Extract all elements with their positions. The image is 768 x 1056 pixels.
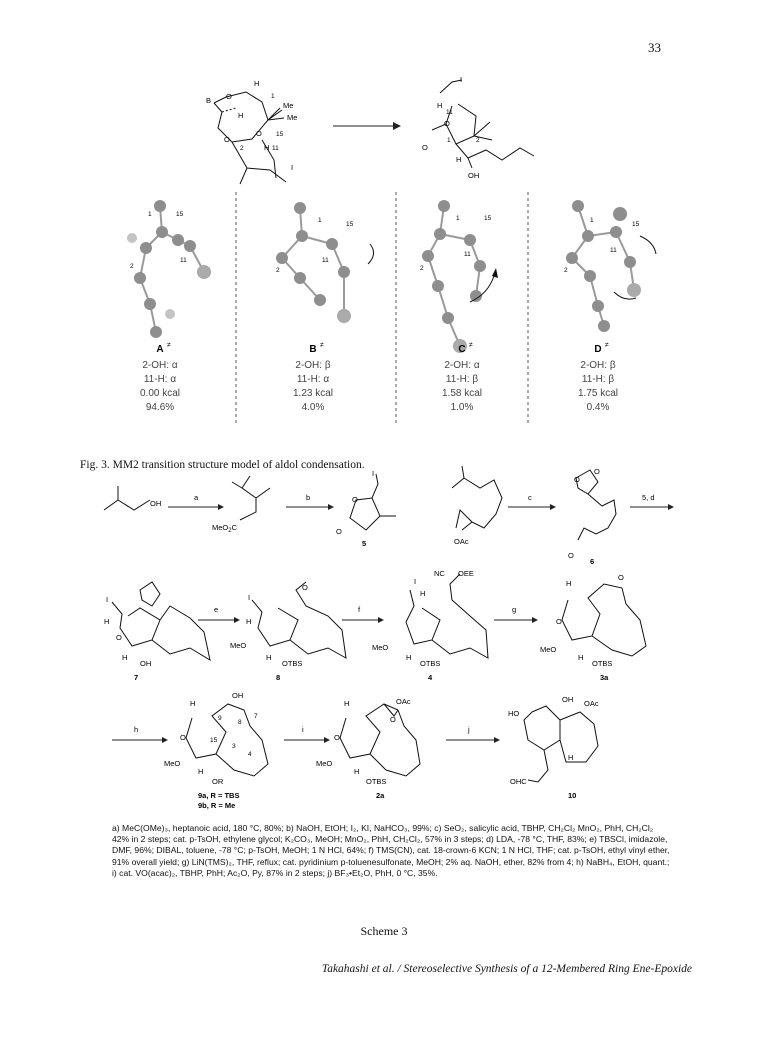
model-c-n1: 1 xyxy=(456,215,460,222)
s3-arrow-b: b xyxy=(306,493,311,502)
s3-h-4: H xyxy=(420,589,426,598)
s3-oh-9: OH xyxy=(232,691,244,700)
model-b-n2: 2 xyxy=(276,267,280,274)
scheme-3-artwork xyxy=(104,466,674,810)
s3-compound-7: 7 xyxy=(134,673,139,682)
s3-arrow-c: c xyxy=(528,493,532,502)
s3-n4: 4 xyxy=(248,751,252,758)
ts-n11-label: 11 xyxy=(272,145,279,152)
transition-state-structure xyxy=(206,79,297,184)
s3-oac-6pre: OAc xyxy=(454,537,469,546)
model-b-oh: 2-OH: β xyxy=(295,360,331,371)
s3-h2-4: H xyxy=(406,653,412,662)
s3-compound-9b: 9b, R = Me xyxy=(198,801,236,810)
scheme-title: Scheme 3 xyxy=(360,924,408,938)
model-a-energy: 0.00 kcal xyxy=(139,388,181,399)
s3-otbs-4: OTBS xyxy=(420,659,441,668)
s3-arrow-e: e xyxy=(214,605,219,614)
prod-h2-label: H xyxy=(456,155,462,164)
s3-h-2a: H xyxy=(344,699,350,708)
model-a-oh: 2-OH: α xyxy=(142,360,178,371)
s3-o-6a: O xyxy=(574,475,580,484)
prod-n2-label: 2 xyxy=(476,137,480,144)
ts-o3-label: O xyxy=(256,129,262,138)
model-a-h: 11-H: α xyxy=(143,374,177,385)
s3-otbs-3a: OTBS xyxy=(592,659,613,668)
mm2-model-d xyxy=(564,200,656,332)
model-d-n2: 2 xyxy=(564,267,568,274)
ts-n15-label: 15 xyxy=(276,131,284,138)
s3-arrow-a: a xyxy=(194,493,199,502)
s3-n8: 8 xyxy=(238,719,242,726)
prod-n11-label: 11 xyxy=(446,109,453,116)
s3-h-7: H xyxy=(104,617,110,626)
s3-compound-4: 4 xyxy=(428,673,433,682)
ts-me1-label: Me xyxy=(283,101,294,110)
s3-i-5: I xyxy=(372,469,375,478)
s3-i-8: I xyxy=(248,593,251,602)
model-sup-c: ≠ xyxy=(469,342,473,349)
s3-arrow-f: f xyxy=(358,605,361,614)
s3-oac-10: OAc xyxy=(584,699,599,708)
model-sup-b: ≠ xyxy=(320,342,324,349)
model-name-a: A xyxy=(156,344,164,355)
model-d-energy: 1.75 kcal xyxy=(577,388,619,399)
s3-o-2a: O xyxy=(334,733,340,742)
s3-ho-10: HO xyxy=(508,709,520,718)
ts-n2-label: 2 xyxy=(240,145,244,152)
mm2-model-c xyxy=(420,200,498,353)
s3-meo2c-text: MeO$_2$C xyxy=(212,523,238,534)
s3-meo-4: MeO xyxy=(372,643,389,652)
model-c-h: 11-H: β xyxy=(445,374,479,385)
model-b-pop: 4.0% xyxy=(301,402,325,413)
s3-o-6b: O xyxy=(594,467,600,476)
s3-h2-9: H xyxy=(198,767,204,776)
mm2-model-b xyxy=(276,202,374,323)
s3-compound-10: 10 xyxy=(568,791,577,800)
s3-oac-2a: OAc xyxy=(396,697,411,706)
model-d-n15: 15 xyxy=(632,221,640,228)
s3-nc-4: NC xyxy=(434,569,445,578)
s3-h2-7: H xyxy=(122,653,128,662)
s3-oh-7: OH xyxy=(140,659,152,668)
prod-o2-label: O xyxy=(422,143,428,152)
model-b-h: 11-H: α xyxy=(296,374,330,385)
s3-otbs-2a: OTBS xyxy=(366,777,387,786)
aldol-product-structure xyxy=(422,75,534,180)
s3-compound-2a: 2a xyxy=(376,791,385,800)
s3-arrow-g: g xyxy=(512,605,517,614)
model-a-n11: 11 xyxy=(180,257,187,264)
s3-o-7: O xyxy=(116,633,122,642)
prod-oh-label: OH xyxy=(468,171,480,180)
prod-h11-label: H xyxy=(437,101,443,110)
s3-h2-2a: H xyxy=(354,767,360,776)
model-d-h: 11-H: β xyxy=(581,374,615,385)
s3-o2-5: O xyxy=(336,527,342,536)
ts-n1-label: 1 xyxy=(271,93,275,100)
s3-compound-8: 8 xyxy=(276,673,281,682)
page-number: 33 xyxy=(648,40,661,55)
model-c-energy: 1.58 kcal xyxy=(441,388,483,399)
s3-h-3a: H xyxy=(566,579,572,588)
s3-arrow-h: h xyxy=(134,725,139,734)
s3-i-4: I xyxy=(414,577,417,586)
model-name-c: C xyxy=(458,344,466,355)
model-b-n1: 1 xyxy=(318,217,322,224)
s3-o2-3a: O xyxy=(556,617,562,626)
s3-meo-8: MeO xyxy=(230,641,247,650)
model-sup-d: ≠ xyxy=(605,342,609,349)
model-d-oh: 2-OH: β xyxy=(580,360,616,371)
s3-otbs-8: OTBS xyxy=(282,659,303,668)
model-c-n11: 11 xyxy=(464,251,471,258)
prod-i-label: I xyxy=(460,75,463,84)
model-d-n1: 1 xyxy=(590,217,594,224)
s3-h2-3a: H xyxy=(578,653,584,662)
ts-me2-label: Me xyxy=(287,113,298,122)
mm2-model-a xyxy=(127,200,211,338)
s3-meo-2a: MeO xyxy=(316,759,333,768)
model-d-n11: 11 xyxy=(610,247,617,254)
s3-n15: 15 xyxy=(210,737,218,744)
model-c-pop: 1.0% xyxy=(450,402,474,413)
model-a-pop: 94.6% xyxy=(145,402,175,413)
model-d-pop: 0.4% xyxy=(586,402,610,413)
model-b-energy: 1.23 kcal xyxy=(292,388,334,399)
model-b-n11: 11 xyxy=(322,257,329,264)
model-name-d: D xyxy=(594,344,602,355)
ts-o1-label: O xyxy=(226,92,232,101)
ts-o2-label: O xyxy=(224,135,230,144)
ts-h2-label: H xyxy=(238,111,244,120)
model-name-b: B xyxy=(309,344,317,355)
s3-h2-8: H xyxy=(266,653,272,662)
s3-arrow-j: j xyxy=(468,725,470,734)
s3-n3: 3 xyxy=(232,743,236,750)
ts-b-label: B xyxy=(206,96,212,105)
prod-o1-label: O xyxy=(444,119,450,128)
model-c-n2: 2 xyxy=(420,265,424,272)
s3-ohc-10: OHC xyxy=(510,777,527,786)
model-a-n2: 2 xyxy=(130,263,134,270)
s3-i-7: I xyxy=(106,595,109,604)
ts-h11-label: H xyxy=(264,143,270,152)
s3-oee-4: OEE xyxy=(458,569,474,578)
model-b-n15: 15 xyxy=(346,221,354,228)
s3-meo-3a: MeO xyxy=(540,645,557,654)
s3-compound-5: 5 xyxy=(362,539,367,548)
model-labels xyxy=(140,342,618,413)
model-c-oh: 2-OH: α xyxy=(444,360,480,371)
model-sup-a: ≠ xyxy=(167,342,171,349)
figure-caption: Fig. 3. MM2 transition structure model of aldol condensation. xyxy=(80,459,365,471)
s3-o-9: O xyxy=(180,733,186,742)
s3-o-epoxide-2a: O xyxy=(390,715,396,724)
reaction-conditions: a) MeC(OMe)₃, heptanoic acid, 180 °C, 80%; b) NaOH, EtOH; I₂, KI, NaHCO₃, 99%; c) SeO₂, salicylic acid, TBHP, CH₂Cl₂ MnO₂, PhH, CH₂Cl₂ 42% in 2 steps; cat. p-TsOH, ethylene glycol; K₂CO₃, MeOH; MnO₂, PhH, CH₂Cl₂, 57% in 3 steps; d) LDA, -78 °C, THF, 83%; e) TBSCl, imidazole, DMF, 96%; DIBAL, toluene, -78 °C; p-TsOH, MeOH; 1 N HCl, 64%; f) TMS(CN), cat. 18-crown-6 KCN; 1 N HCl, THF; cat. p-TsOH, ethyl vinyl ether, 91% overall yield; g) LiN(TMS)₂, THF, reflux; cat. pyridinium p-toluenesulfonate, MeOH; 2% aq. NaOH, ether, 82% from 4; h) NaBH₄, EtOH, quant.; i) cat. VO(acac)₂, TBHP, PhH; Ac₂O, Py, 87% in 2 steps; j) BF₃•Et₂O, PhH, 0 °C, 35%. xyxy=(112,823,670,878)
s3-compound-6: 6 xyxy=(590,557,595,566)
s3-o-5: O xyxy=(352,495,358,504)
s3-o-3a: O xyxy=(618,573,624,582)
ts-i-label: I xyxy=(291,163,294,172)
s3-meo-9: MeO xyxy=(164,759,181,768)
s3-o-6c: O xyxy=(568,551,574,560)
s3-n9: 9 xyxy=(218,715,222,722)
model-c-n15: 15 xyxy=(484,215,492,222)
model-a-n15: 15 xyxy=(176,211,184,218)
s3-n7: 7 xyxy=(254,713,258,720)
s3-arrow-d: 5, d xyxy=(642,493,655,502)
s3-or-9: OR xyxy=(212,777,224,786)
s3-compound-3a: 3a xyxy=(600,673,609,682)
model-a-n1: 1 xyxy=(148,211,152,218)
s3-h-8: H xyxy=(246,617,252,626)
s3-oh-10: OH xyxy=(562,695,574,704)
s3-oh-1: OH xyxy=(150,499,162,508)
s3-h-10: H xyxy=(568,753,574,762)
prod-n1-label: 1 xyxy=(447,137,451,144)
s3-o-8: O xyxy=(302,583,308,592)
ts-h1-label: H xyxy=(254,79,260,88)
s3-compound-9a: 9a, R = TBS xyxy=(198,791,240,800)
s3-h-9: H xyxy=(190,699,196,708)
s3-arrow-i: i xyxy=(302,725,304,734)
running-head: Takahashi et al. / Stereoselective Synthesis of a 12-Membered Ring Ene-Epoxide xyxy=(321,963,692,975)
